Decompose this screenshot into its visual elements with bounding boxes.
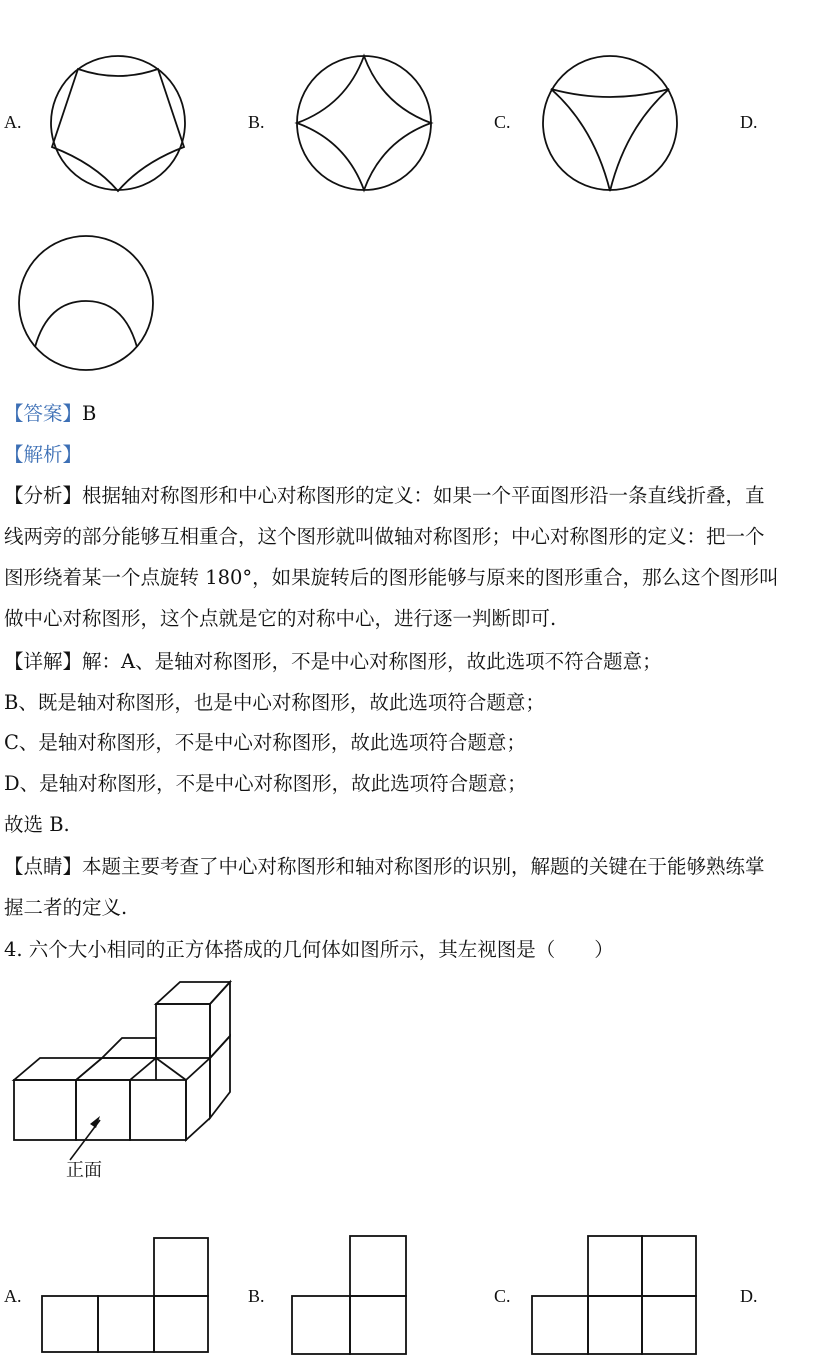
option-b-figure bbox=[296, 55, 436, 195]
detail-line-4: D、是轴对称图形，不是中心对称图形，故此选项符合题意； bbox=[4, 772, 527, 795]
option-c-label[interactable]: C. bbox=[494, 112, 511, 132]
answer-value: B bbox=[82, 402, 97, 425]
detail-line-1 bbox=[4, 648, 662, 676]
detail-tag: 【详解】 bbox=[4, 650, 83, 673]
detail-line-2: B、既是轴对称图形，也是中心对称图形，故此选项符合题意； bbox=[4, 691, 545, 714]
analysis-tag: 【分析】 bbox=[4, 484, 83, 507]
q4-option-d-label[interactable]: D. bbox=[740, 1286, 758, 1306]
question-4-text: 4. 六个大小相同的正方体搭成的几何体如图所示，其左视图是（ ） bbox=[4, 938, 614, 961]
option-b-label[interactable]: B. bbox=[248, 112, 265, 132]
q4-option-a-label[interactable]: A. bbox=[4, 1286, 22, 1306]
q4-option-a-figure bbox=[40, 1236, 210, 1356]
detail-text-1: 解：A、是轴对称图形，不是中心对称图形，故此选项不符合题意； bbox=[82, 650, 662, 673]
q4-option-c-label[interactable]: C. bbox=[494, 1286, 511, 1306]
option-d-label[interactable]: D. bbox=[740, 112, 758, 132]
q4-option-b-figure bbox=[290, 1234, 410, 1358]
analysis-text-1: 根据轴对称图形和中心对称图形的定义：如果一个平面图形沿一条直线折叠，直 bbox=[82, 484, 765, 507]
option-a-figure bbox=[50, 55, 190, 195]
analysis-line-2: 线两旁的部分能够互相重合，这个图形就叫做轴对称图形；中心对称图形的定义：把一个 bbox=[4, 525, 765, 548]
option-d-figure bbox=[18, 235, 158, 375]
analysis-line-1 bbox=[4, 482, 765, 510]
comment-line-1 bbox=[4, 853, 765, 881]
answer-tag: 【答案】 bbox=[4, 402, 83, 425]
detail-line-3: C、是轴对称图形，不是中心对称图形，故此选项符合题意； bbox=[4, 731, 526, 754]
option-c-figure bbox=[542, 55, 682, 195]
comment-text-1: 本题主要考查了中心对称图形和轴对称图形的识别，解题的关键在于能够熟练掌 bbox=[82, 855, 765, 878]
analysis-line-3: 图形绕着某一个点旋转 180°，如果旋转后的图形能够与原来的图形重合，那么这个图形叫 bbox=[4, 566, 779, 589]
q4-option-b-label[interactable]: B. bbox=[248, 1286, 265, 1306]
cube-figure bbox=[0, 970, 260, 1150]
comment-line-2: 握二者的定义. bbox=[4, 896, 128, 919]
detail-line-5: 故选 B. bbox=[4, 813, 70, 836]
analysis-header: 【解析】 bbox=[4, 443, 83, 466]
q4-option-c-figure bbox=[530, 1234, 700, 1358]
comment-tag: 【点睛】 bbox=[4, 855, 83, 878]
analysis-line-4: 做中心对称图形，这个点就是它的对称中心，进行逐一判断即可. bbox=[4, 607, 557, 630]
front-label: 正面 bbox=[66, 1160, 102, 1181]
option-a-label[interactable]: A. bbox=[4, 112, 22, 132]
answer-line bbox=[4, 400, 96, 428]
